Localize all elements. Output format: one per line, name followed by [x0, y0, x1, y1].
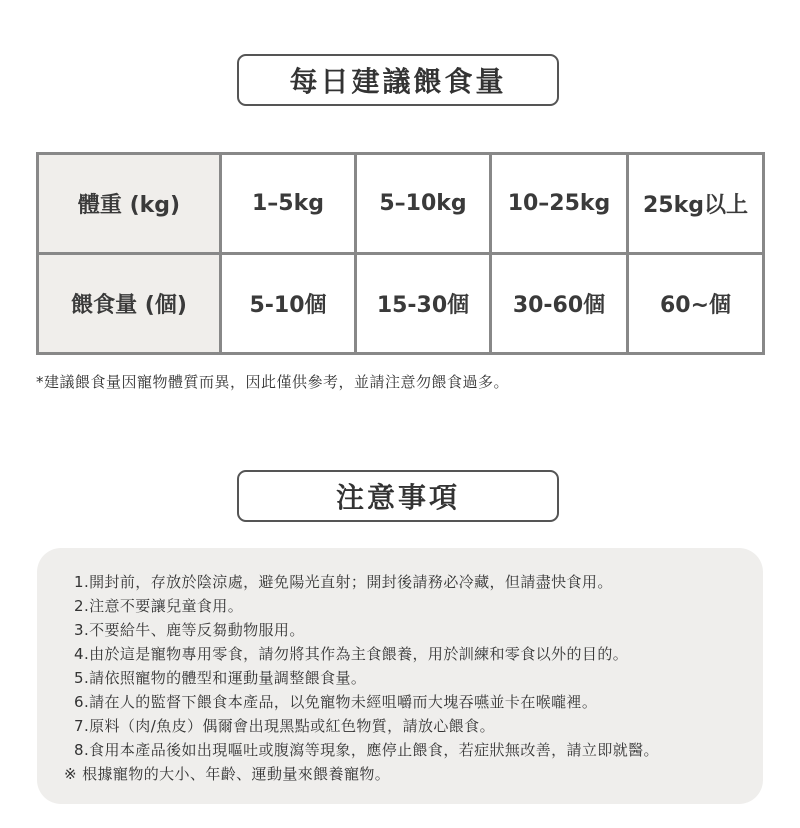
- note-item: 5.請依照寵物的體型和運動量調整餵食量。: [74, 669, 367, 687]
- note-item: 4.由於這是寵物專用零食，請勿將其作為主食餵養，用於訓練和零食以外的目的。: [74, 645, 629, 663]
- weight-cell: 10–25kg: [491, 154, 628, 254]
- note-item: 7.原料（肉/魚皮）偶爾會出現黑點或紅色物質，請放心餵食。: [74, 717, 495, 735]
- weight-cell: 25kg以上: [628, 154, 764, 254]
- note-item: 1.開封前，存放於陰涼處，避免陽光直射；開封後請務必冷藏，但請盡快食用。: [74, 573, 613, 591]
- weight-cell: 1–5kg: [221, 154, 356, 254]
- note-item: 2.注意不要讓兒童食用。: [74, 597, 244, 615]
- weight-row: [38, 154, 764, 254]
- amount-row: [38, 254, 764, 354]
- amount-row-header: 餵食量 (個): [38, 254, 221, 354]
- feeding-footnote: *建議餵食量因寵物體質而異，因此僅供參考，並請注意勿餵食過多。: [36, 373, 510, 391]
- note-item: 6.請在人的監督下餵食本產品，以免寵物未經咀嚼而大塊吞嚥並卡在喉嚨裡。: [74, 693, 598, 711]
- amount-cell: 5-10個: [221, 254, 356, 354]
- amount-cell: 15-30個: [356, 254, 491, 354]
- feeding-table: [36, 152, 765, 355]
- weight-row-header: 體重 (kg): [38, 154, 221, 254]
- notes-section-title: 注意事項: [237, 470, 559, 522]
- amount-cell: 30-60個: [491, 254, 628, 354]
- feeding-section-title: 每日建議餵食量: [237, 54, 559, 106]
- amount-cell: 60~個: [628, 254, 764, 354]
- note-item: 8.食用本產品後如出現嘔吐或腹瀉等現象，應停止餵食，若症狀無改善，請立即就醫。: [74, 741, 659, 759]
- weight-cell: 5–10kg: [356, 154, 491, 254]
- notes-remark: ※ 根據寵物的大小、年齡、運動量來餵養寵物。: [64, 765, 391, 783]
- note-item: 3.不要給牛、鹿等反芻動物服用。: [74, 621, 305, 639]
- notes-list: [64, 570, 764, 786]
